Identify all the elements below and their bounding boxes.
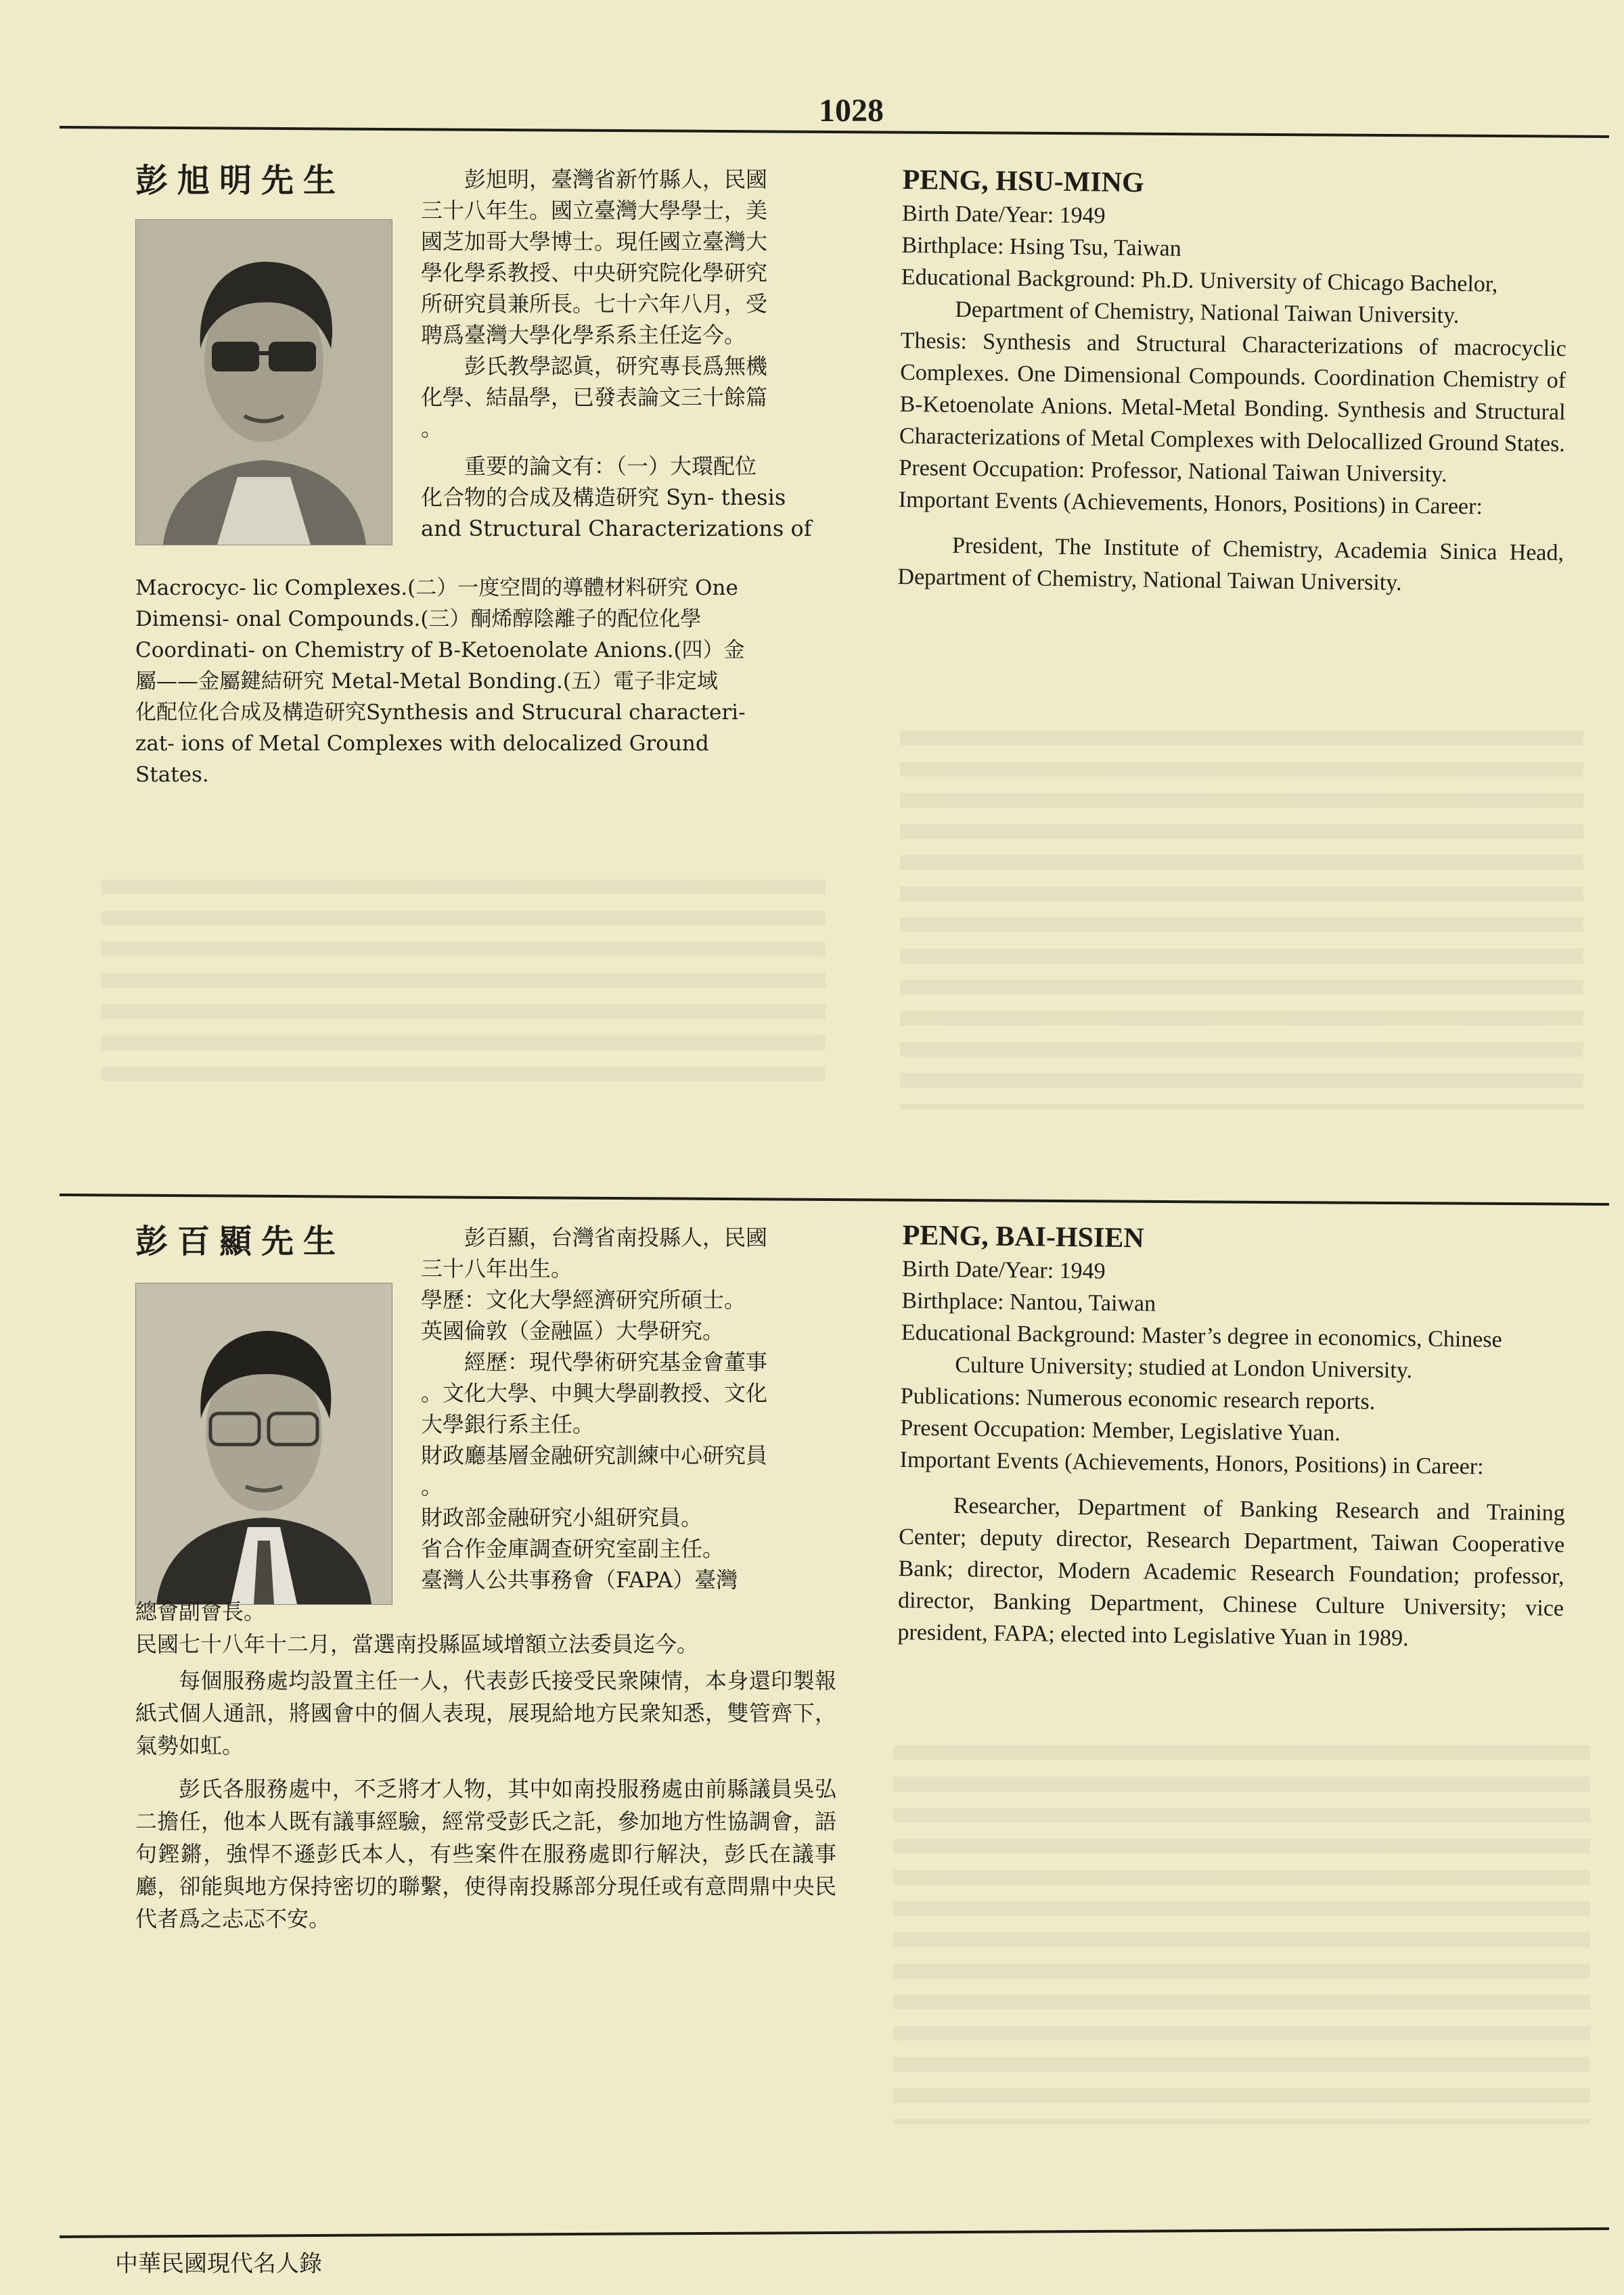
bio-line: Birth Date/Year: 1949 [901,200,1106,229]
bio-line: 彭百顯，台灣省南投縣人，民國 [464,1225,768,1250]
bio-line: 三十八年出生。 [421,1256,573,1281]
bio-line: 化學、結晶學，已發表論文三十餘篇 [421,384,768,410]
bio-line: Coordinati- on Chemistry of B-Ketoenolate Anions.(四）金 [135,638,745,662]
bio-line: 英國倫敦（金融區）大學研究。 [421,1318,725,1344]
bio-line: 所研究員兼所長。七十六年八月，受 [421,291,768,317]
bio-line: Dimensi- onal Compounds.(三）酮烯醇陰離子的配位化學 [135,607,702,631]
bio-line: 臺灣人公共事務會（FAPA）臺灣 [421,1567,738,1593]
entry-1-english-bio [897,162,1569,601]
bio-line: 經歷：現代學術研究基金會董事 [464,1349,768,1375]
bio-line: 總會副會長。 [135,1599,266,1624]
bio-line: Birth Date/Year: 1949 [901,1256,1106,1284]
bio-line: Publications: Numerous economic research reports. [900,1383,1376,1415]
bio-line: Important Events (Achievements, Honors, Positions) in Career: [898,486,1483,520]
entry-1-chinese-name: 彭旭明先生 [135,162,346,200]
bio-line: 重要的論文有：（一）大環配位 [464,453,757,479]
bio-line: 大學銀行系主任。 [421,1411,595,1437]
entry-2-portrait [135,1283,392,1605]
bio-line: 學化學系教授、中央研究院化學研究 [421,260,768,286]
bleed-through-text [102,880,826,1096]
bio-line: 。文化大學、中興大學副教授、文化 [421,1380,768,1406]
bio-line: 化配位化合成及構造研究Synthesis and Strucural characteri- [135,700,746,725]
bio-line: 化合物的合成及構造研究 Syn- thesis [421,484,786,510]
bio-line: 彭旭明，臺灣省新竹縣人，民國 [464,166,768,192]
bio-line: 彭氏教學認眞，研究專長爲無機 [464,353,768,379]
portrait-photo-icon [136,220,392,545]
entry-2-english-bio [897,1218,1569,1656]
entry-1-chinese-bio-rest [135,572,836,790]
section-divider [60,1194,1609,1206]
bio-line: Present Occupation: Member, Legislative Yuan. [899,1415,1341,1446]
bio-line: 財政部金融研究小組研究員。 [421,1505,703,1530]
bio-line: President, The Institute of Chemistry, Academia Sinica Head, Department of Chemistry, National Taiwan University. [897,532,1564,596]
bio-line: States. [135,763,209,787]
bio-line: Educational Background: Master’s degree in economics, Chinese Culture University; studied at London University. [901,1319,1502,1384]
entry-2-english-name: PENG, BAI-HSIEN [902,1219,1144,1254]
bio-line: zat- ions of Metal Complexes with delocalized Ground [135,731,709,756]
entry-2-chinese-name: 彭百顯先生 [135,1223,346,1260]
bio-paragraph: 彭氏各服務處中，不乏將才人物，其中如南投服務處由前縣議員吳弘二擔任，他本人既有議事經驗，經常受彭氏之託，參加地方性協調會，語句鏗鏘，強悍不遜彭氏本人，有些案件在服務處即行解決，彭氏在議事廳，卻能與地方保持密切的聯繫，使得南投縣部分現任或有意問鼎中央民代者爲之忐忑不安。 [135,1776,836,1932]
bio-line: 聘爲臺灣大學化學系系主任迄今。 [421,322,746,348]
bio-line: Important Events (Achievements, Honors, Positions) in Career: [899,1447,1484,1480]
bottom-rule [60,2227,1609,2238]
bio-line: 國芝加哥大學博士。現任國立臺灣大 [421,229,768,254]
entry-2-chinese-bio-rest [135,1595,836,1935]
bio-line: 屬——金屬鍵結研究 Metal-Metal Bonding.(五）電子非定域 [135,669,718,694]
bio-line: 。 [421,1474,443,1499]
bio-line: Educational Background: Ph.D. University of Chicago Bachelor, Department of Chemistry, National Taiwan University. [901,264,1498,329]
bio-line: Thesis: Synthesis and Structural Characterizations of macrocyclic Complexes. One Dimensional Compounds. Coordination Chemistry of B-Ketoenolate Anions. Metal-Metal Bonding. Synthesis and Structural Characterizations of Metal Complexes with Delocallized Ground States. [899,327,1566,457]
book-title-footer: 中華民國現代名人錄 [115,2250,322,2277]
entry-1-chinese-bio-lead [421,164,835,544]
entry-2-chinese-bio-lead [421,1222,835,1595]
page-number: 1028 [819,93,884,129]
entry-1-english-name: PENG, HSU-MING [902,164,1144,199]
bio-line: 省合作金庫調查研究室副主任。 [421,1536,725,1562]
bio-line: and Structural Characterizations of [421,516,812,541]
bio-line: Macrocyc- lic Complexes.(二）一度空間的導體材料研究 One [135,576,738,600]
bio-line: Birthplace: Nantou, Taiwan [901,1288,1156,1317]
bleed-through-text [893,1746,1590,2124]
bleed-through-text [900,731,1583,1110]
bio-line: Birthplace: Hsing Tsu, Taiwan [901,232,1181,262]
bio-line: 三十八年生。國立臺灣大學學士，美 [421,198,768,223]
bio-line: 。 [421,415,443,441]
bio-line: 學歷：文化大學經濟研究所碩士。 [421,1287,746,1313]
bio-line: Present Occupation: Professor, National Taiwan University. [899,455,1447,487]
bio-line: Researcher, Department of Banking Research and Training Center; deputy director, Research Department, Taiwan Cooperative Bank; director, Modern Academic Research Foundation; professor, director, Banking Department, Chinese Culture University; vice president, FAPA; elected into Legislative Yuan in 1989. [897,1493,1565,1652]
bio-line: 財政廳基層金融研究訓練中心研究員 [421,1442,768,1468]
entry-1-portrait [135,219,392,545]
portrait-photo-icon [136,1283,392,1604]
bio-line: 民國七十八年十二月，當選南投縣區域增額立法委員迄今。 [135,1631,699,1657]
bio-paragraph: 每個服務處均設置主任一人，代表彭氏接受民衆陳情，本身還印製報紙式個人通訊，將國會中的個人表現，展現給地方民衆知悉，雙管齊下，氣勢如虹。 [135,1668,836,1758]
